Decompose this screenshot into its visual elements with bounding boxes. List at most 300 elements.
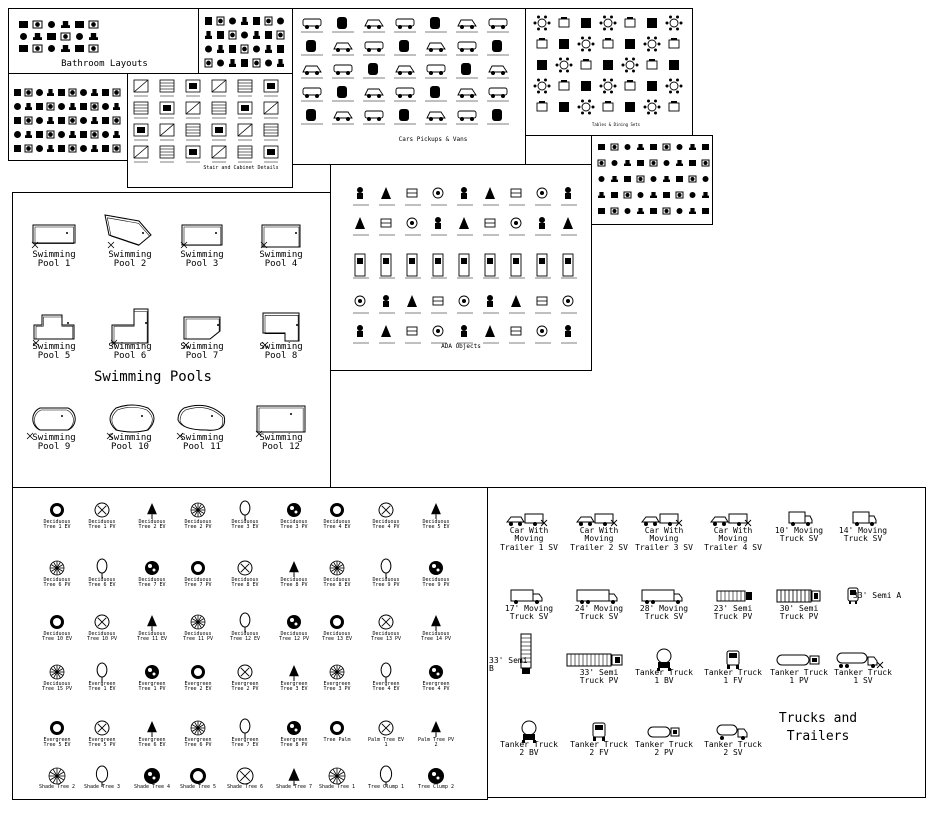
tree-symbol-icon	[50, 721, 64, 735]
pool-label: Swimming Pool 4	[259, 250, 303, 270]
cabinet-icon	[205, 17, 212, 25]
stair-detail-icon	[134, 124, 148, 140]
cabinets-panel	[198, 8, 293, 74]
vehicle-icon	[363, 111, 385, 124]
tree-label: Deciduous Tree 13 EV	[321, 631, 353, 643]
bath-fixture-icon	[47, 145, 54, 152]
misc-symbol-icon	[598, 160, 605, 166]
vehicle-icon	[487, 88, 509, 101]
ada-object-icon	[405, 218, 421, 235]
bath-fixture-icon	[69, 89, 76, 96]
tree-symbol-icon	[238, 665, 252, 679]
cabinet-icon	[277, 31, 284, 39]
ada-object-icon	[431, 297, 447, 313]
vehicle-icon	[456, 111, 478, 124]
dining-table-icon	[644, 36, 661, 51]
misc-symbol-icon	[663, 192, 670, 198]
pool-label: Swimming Pool 10	[108, 433, 152, 453]
swimming-pool-outline	[261, 225, 300, 248]
stair-detail-icon	[186, 102, 200, 118]
bath-fixture-icon	[36, 131, 43, 138]
tree-symbol-icon	[97, 663, 107, 682]
dining-table-icon	[622, 57, 639, 72]
cabinet-icon	[253, 59, 260, 67]
bath-fixture-icon	[80, 89, 87, 96]
vehicle-icon	[332, 43, 354, 55]
truck-symbol-icon	[642, 514, 682, 526]
tree-symbol-icon	[379, 721, 393, 735]
bath-fixture-icon	[91, 103, 98, 110]
cabinet-icon	[217, 60, 224, 67]
tree-symbol-icon	[381, 663, 391, 682]
tree-label: Evergreen Tree 5 EV	[43, 737, 71, 749]
truck-symbol-icon	[789, 512, 812, 526]
ada-object-icon	[353, 217, 369, 235]
vehicle-icon	[394, 88, 416, 101]
vehicle-icon	[425, 43, 447, 55]
misc-icons-drawing	[592, 136, 713, 225]
cabinets-drawing	[199, 9, 293, 74]
ada-object-icon	[379, 254, 395, 278]
dining-table-icon	[534, 78, 551, 93]
ada-drawing	[331, 165, 592, 371]
bath-fixture-icon	[36, 145, 43, 152]
truck-symbol-icon	[511, 590, 542, 604]
dining-table-icon	[603, 101, 613, 111]
tree-label: Evergreen Tree 6 PV	[184, 737, 212, 749]
tree-symbol-icon	[191, 503, 205, 517]
tree-label: Shade Tree 1	[318, 784, 356, 790]
tree-label: Deciduous Tree 2 EV	[138, 519, 166, 531]
ada-object-icon	[483, 187, 499, 205]
tree-symbol-icon	[379, 503, 393, 517]
misc-symbol-icon	[689, 176, 696, 182]
vehicle-icon	[456, 20, 478, 32]
ada-object-icon	[405, 327, 421, 343]
truck-symbol-icon	[717, 591, 752, 601]
truck-label: 23' Semi Truck PV	[713, 604, 753, 622]
ada-object-icon	[509, 295, 525, 313]
vehicle-icon	[301, 88, 323, 101]
truck-symbol-icon	[648, 727, 679, 737]
misc-symbol-icon	[702, 192, 709, 198]
vehicle-icon	[394, 109, 416, 124]
truck-symbol-icon	[593, 723, 605, 741]
truck-label: Tanker Truck 1 PV	[770, 668, 828, 686]
tree-symbol-icon	[431, 503, 441, 519]
dining-table-icon	[644, 99, 661, 114]
bath-fixture-icon	[58, 117, 65, 124]
stair-detail-icon	[186, 80, 200, 96]
pool-label: Swimming Pool 9	[32, 433, 76, 453]
tree-label: Deciduous Tree 15 PV	[41, 681, 73, 693]
misc-symbol-icon	[663, 144, 670, 150]
tree-symbol-icon	[240, 501, 250, 520]
dining-table-icon	[669, 38, 679, 48]
misc-symbol-icon	[702, 144, 709, 150]
misc-symbol-icon	[689, 160, 696, 166]
ada-object-icon	[483, 219, 499, 235]
bathroom-fixture-icon	[19, 21, 28, 28]
stair-detail-icon	[186, 124, 200, 140]
tree-label: Deciduous Tree 8 EV	[323, 577, 351, 589]
misc-symbol-icon	[702, 208, 709, 214]
misc-symbol-icon	[703, 176, 709, 182]
bath-fixture-icon	[80, 145, 87, 152]
tree-label: Evergreen Tree 8 PV	[280, 737, 308, 749]
tree-symbol-icon	[240, 719, 250, 738]
truck-symbol-icon	[577, 514, 617, 526]
bath-fixture-icon	[102, 145, 109, 152]
trees-drawing	[13, 488, 488, 800]
trucks-title: Trucks and Trailers	[778, 711, 858, 744]
dining-table-icon	[559, 17, 569, 27]
bath-fixture-icon	[80, 131, 87, 138]
stair-detail-icon	[134, 80, 148, 96]
tree-symbol-icon	[287, 503, 301, 517]
bath-fixture-icon	[80, 117, 87, 124]
truck-label: Tanker Truck 2 FV	[570, 740, 628, 758]
misc-symbol-icon	[690, 192, 696, 198]
bath-fixture-icon	[91, 117, 98, 124]
cabinet-icon	[265, 45, 272, 53]
ada-object-icon	[561, 217, 577, 235]
vehicle-icon	[487, 109, 509, 124]
vehicle-icon	[425, 112, 447, 124]
ada-object-icon	[353, 254, 369, 278]
truck-label: 30' Semi Truck PV	[779, 604, 819, 622]
cabinet-icon	[217, 31, 224, 39]
dining-table-icon	[647, 59, 657, 69]
vehicle-icon	[332, 112, 354, 124]
bath-fixture-icon	[25, 131, 32, 138]
cabinet-icon	[229, 18, 236, 25]
misc-symbol-icon	[676, 160, 683, 166]
tree-symbol-icon	[381, 559, 391, 578]
tree-symbol-icon	[329, 768, 345, 784]
dining-table-icon	[578, 99, 595, 114]
dining-table-icon	[625, 80, 635, 90]
tree-label: Deciduous Tree 2 PV	[184, 519, 212, 531]
ada-object-icon	[483, 325, 499, 343]
misc-symbol-icon	[638, 192, 644, 198]
cabinet-icon	[229, 31, 236, 39]
bath-fixture-icon	[14, 117, 21, 124]
ada-object-icon	[431, 188, 447, 205]
ada-object-icon	[431, 326, 447, 343]
tree-label: Shade Tree 4	[133, 784, 171, 790]
dining-table-icon	[647, 81, 657, 91]
truck-label: Tanker Truck 1 FV	[704, 668, 762, 686]
tree-label: Palm Tree EV 1	[367, 737, 405, 749]
misc-symbol-icon	[651, 176, 657, 182]
vehicle-icon	[301, 109, 323, 124]
swimming-pool-outline	[105, 215, 151, 248]
ada-object-icon	[509, 327, 525, 343]
bathroom-fixture-icon	[76, 33, 83, 40]
ada-object-icon	[561, 325, 577, 343]
tree-symbol-icon	[49, 768, 65, 784]
bath-fixture-icon	[14, 89, 21, 96]
tree-symbol-icon	[191, 665, 205, 679]
tree-symbol-icon	[289, 665, 299, 681]
misc-symbol-icon	[625, 208, 631, 214]
tree-symbol-icon	[145, 561, 159, 575]
dining-table-icon	[537, 101, 547, 111]
dining-table-icon	[625, 102, 635, 112]
bathroom-fixture-icon	[61, 45, 70, 52]
misc-symbol-icon	[676, 192, 683, 198]
stair-detail-icon	[212, 80, 226, 96]
truck-symbol-icon	[642, 590, 682, 604]
truck-label: Tanker Truck 2 BV	[500, 740, 558, 758]
pool-label: Swimming Pool 3	[180, 250, 224, 270]
vehicle-icon	[301, 66, 323, 78]
truck-label: Car With Moving Trailer 1 SV	[500, 526, 558, 552]
tree-symbol-icon	[95, 721, 109, 735]
truck-label: 33' Semi B	[489, 656, 528, 674]
tree-label: Deciduous Tree 7 EV	[138, 577, 166, 589]
cabinet-icon	[253, 31, 260, 39]
truck-symbol-icon	[777, 590, 820, 602]
tree-label: Tree Clump 1	[367, 784, 405, 790]
cars-panel	[292, 8, 526, 165]
bath-fixture-icon	[47, 131, 54, 138]
bath-fixture-icon	[102, 117, 109, 124]
dining-table-icon	[625, 39, 635, 49]
cabinet-icon	[265, 31, 272, 39]
tree-label: Evergreen Tree 1 PV	[138, 681, 166, 693]
truck-label: 33' Semi A	[853, 591, 902, 600]
swimming-pool-outline	[111, 309, 148, 346]
ada-object-icon	[353, 296, 369, 313]
tree-symbol-icon	[50, 615, 64, 629]
tree-label: Deciduous Tree 1 PV	[88, 519, 116, 531]
truck-label: 28' Moving Truck SV	[639, 604, 689, 622]
pools-panel	[12, 192, 331, 488]
truck-label: Tanker Truck 1 BV	[635, 668, 693, 686]
bath-fixture-icon	[47, 103, 54, 110]
ada-object-icon	[457, 254, 473, 278]
ada-object-icon	[509, 254, 525, 278]
ada-object-icon	[405, 254, 421, 278]
cabinet-icon	[277, 18, 284, 25]
bathroom-fixture-icon	[33, 33, 42, 40]
cabinet-icon	[241, 17, 248, 25]
stair-detail-icon	[160, 146, 174, 162]
tree-label: Deciduous Tree 3 PV	[280, 519, 308, 531]
tree-symbol-icon	[50, 665, 64, 679]
bath-fixtures-drawing	[9, 74, 128, 161]
tree-label: Deciduous Tree 8 PV	[280, 577, 308, 589]
tree-label: Deciduous Tree 10 PV	[86, 631, 118, 643]
vehicle-icon	[394, 40, 416, 55]
tree-label: Shade Tree 3	[83, 784, 121, 790]
cabinet-icon	[241, 59, 248, 67]
dining-table-icon	[578, 36, 595, 51]
tree-label: Deciduous Tree 8 EV	[231, 577, 259, 589]
dining-table-icon	[581, 18, 591, 28]
misc-symbol-icon	[689, 144, 696, 150]
tree-symbol-icon	[147, 503, 157, 519]
bath-fixture-icon	[102, 89, 109, 96]
dining-table-icon	[600, 78, 617, 93]
tree-symbol-icon	[330, 721, 344, 735]
stair-detail-icon	[238, 80, 252, 96]
cabinet-icon	[253, 17, 260, 25]
cabinet-icon	[241, 45, 248, 53]
swimming-pool-outline	[32, 225, 75, 248]
vehicle-icon	[332, 86, 354, 101]
cabinet-icon	[241, 32, 248, 39]
vehicle-icon	[487, 19, 509, 32]
bath-fixture-icon	[47, 117, 54, 124]
bath-fixture-icon	[58, 131, 65, 138]
pool-label: Swimming Pool 1	[32, 250, 76, 270]
stair-detail-icon	[264, 102, 278, 118]
tree-symbol-icon	[191, 721, 205, 735]
tree-label: Evergreen Tree 4 PV	[422, 681, 450, 693]
dining-table-icon	[625, 17, 635, 27]
tree-label: Deciduous Tree 12 EV	[229, 631, 261, 643]
truck-label: Car With Moving Trailer 3 SV	[635, 526, 693, 552]
ada-object-icon	[353, 325, 369, 343]
ada-panel	[330, 164, 592, 371]
misc-symbol-icon	[650, 208, 657, 214]
bath-fixture-icon	[69, 103, 76, 110]
tree-label: Deciduous Tree 4 PV	[372, 519, 400, 531]
truck-symbol-icon	[577, 590, 617, 604]
truck-symbol-icon	[717, 725, 747, 740]
misc-symbol-icon	[611, 208, 618, 214]
truck-label: Tanker Truck 2 SV	[704, 740, 762, 758]
dining-table-icon	[647, 18, 657, 28]
ada-object-icon	[405, 189, 421, 205]
tree-symbol-icon	[330, 615, 344, 629]
dining-table-icon	[537, 38, 547, 48]
bath-fixture-icon	[25, 145, 32, 152]
tree-label: Evergreen Tree 7 EV	[231, 737, 259, 749]
misc-symbol-icon	[624, 176, 631, 182]
vehicle-icon	[425, 65, 447, 78]
stair-cabinet-title: Stair and Cabinet Details	[203, 165, 279, 171]
tree-label: Shade Tree 5	[179, 784, 217, 790]
dining-table-icon	[603, 60, 613, 70]
stair-detail-icon	[264, 146, 278, 162]
vehicle-icon	[363, 20, 385, 32]
tree-symbol-icon	[287, 721, 301, 735]
stair-detail-icon	[238, 102, 252, 118]
misc-symbol-icon	[612, 160, 618, 166]
cabinet-icon	[253, 46, 260, 53]
dining-table-icon	[581, 81, 591, 91]
cars-title: Cars Pickups & Vans	[398, 136, 468, 143]
dining-table-icon	[559, 102, 569, 112]
tree-symbol-icon	[287, 615, 301, 629]
bath-fixture-icon	[91, 131, 98, 138]
tree-symbol-icon	[330, 665, 344, 679]
stair-detail-icon	[160, 124, 174, 140]
ada-object-icon	[431, 217, 447, 235]
bath-fixture-icon	[14, 103, 21, 110]
ada-object-icon	[457, 217, 473, 235]
misc-symbol-icon	[650, 144, 657, 150]
tree-symbol-icon	[147, 615, 157, 631]
bath-fixture-icon	[47, 89, 54, 96]
tree-label: Evergreen Tree 2 EV	[184, 681, 212, 693]
bathroom-fixture-icon	[48, 45, 55, 52]
misc-symbol-icon	[689, 208, 696, 214]
stair-detail-icon	[212, 102, 226, 118]
pool-label: Swimming Pool 12	[259, 433, 303, 453]
bath-fixture-icon	[91, 145, 98, 152]
vehicle-icon	[456, 42, 478, 55]
bathroom-fixture-icon	[89, 45, 98, 52]
ada-object-icon	[535, 297, 551, 313]
pool-label: Swimming Pool 5	[32, 342, 76, 362]
cabinet-icon	[277, 59, 284, 67]
stair-detail-icon	[264, 124, 278, 140]
cabinet-icon	[205, 31, 212, 39]
dining-table-icon	[556, 57, 573, 72]
ada-object-icon	[561, 296, 577, 313]
cabinet-icon	[265, 60, 272, 67]
vehicle-icon	[394, 66, 416, 78]
stair-detail-icon	[238, 124, 252, 140]
tree-symbol-icon	[379, 615, 393, 629]
pools-title: Swimming Pools	[93, 369, 212, 385]
truck-label: 17' Moving Truck SV	[504, 604, 554, 622]
ada-object-icon	[457, 296, 473, 313]
truck-symbol-icon	[853, 512, 876, 526]
misc-symbol-icon	[663, 176, 670, 182]
pool-label: Swimming Pool 11	[180, 433, 224, 453]
cabinet-icon	[229, 59, 236, 67]
truck-label: Tanker Truck 1 SV	[834, 668, 892, 686]
swimming-pool-outline	[181, 225, 222, 248]
misc-symbol-icon	[702, 160, 709, 166]
tree-label: Evergreen Tree 1 EV	[88, 681, 116, 693]
dining-table-icon	[600, 15, 617, 30]
dining-table-icon	[603, 38, 613, 48]
truck-label: Car With Moving Trailer 2 SV	[570, 526, 628, 552]
tree-label: Evergreen Tree 6 EV	[138, 737, 166, 749]
bath-fixture-icon	[113, 131, 120, 138]
bath-fixture-icon	[91, 89, 98, 96]
tree-symbol-icon	[240, 613, 250, 632]
bath-fixture-icon	[25, 103, 32, 110]
truck-symbol-icon	[777, 655, 819, 665]
tree-label: Deciduous Tree 9 PV	[422, 577, 450, 589]
ada-object-icon	[535, 217, 551, 235]
bath-fixture-icon	[113, 89, 120, 96]
bathroom-fixture-icon	[75, 21, 84, 28]
misc-symbol-icon	[599, 176, 605, 182]
dining-table-icon	[534, 15, 551, 30]
tree-label: Tree Clump 2	[417, 784, 455, 790]
tree-label: Evergreen Tree 3 EV	[280, 681, 308, 693]
ada-object-icon	[561, 254, 577, 278]
tree-label: Evergreen Tree 2 PV	[231, 681, 259, 693]
bathroom-fixture-icon	[20, 33, 27, 40]
cabinet-icon	[217, 17, 224, 25]
tree-symbol-icon	[289, 561, 299, 577]
tree-symbol-icon	[50, 503, 64, 517]
bathroom-fixture-icon	[47, 33, 56, 40]
bathroom-layouts-title: Bathroom Layouts	[61, 59, 148, 69]
bath-fixture-icon	[69, 131, 76, 138]
tree-symbol-icon	[429, 665, 443, 679]
